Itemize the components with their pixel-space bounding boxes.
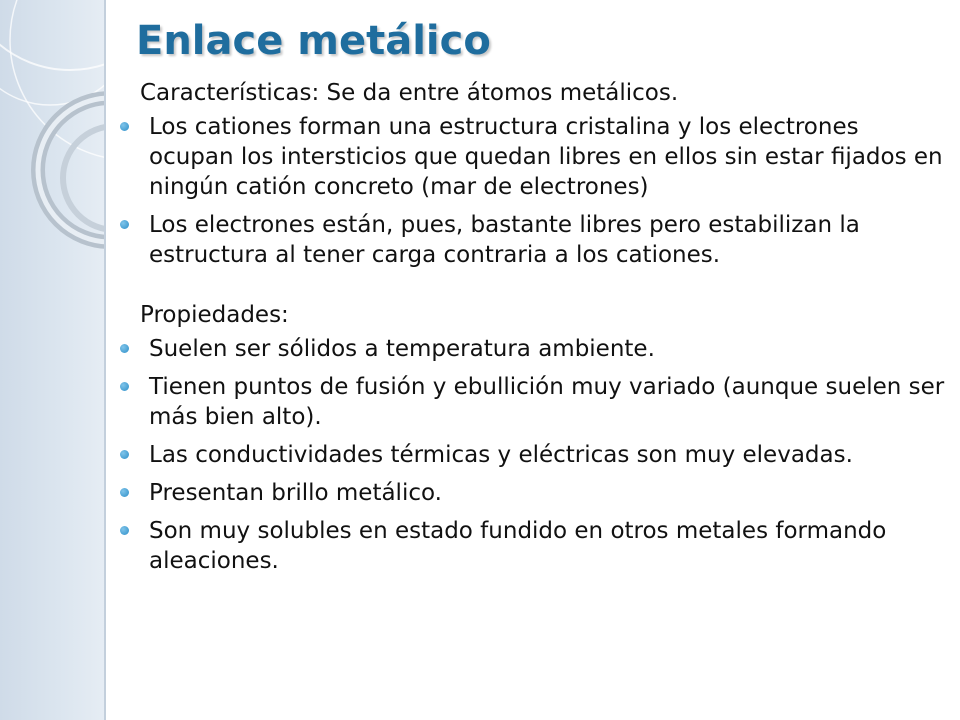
slide-title: Enlace metálico xyxy=(136,18,491,64)
decorative-sidebar xyxy=(0,0,106,720)
bullet-text: Los electrones están, pues, bastante libres pero estabilizan la estructura al tener carga contraria a los cationes. xyxy=(149,212,860,268)
bullet-icon xyxy=(120,450,129,459)
bullet-text: Presentan brillo metálico. xyxy=(149,480,442,506)
slide-body xyxy=(118,78,948,584)
properties-bullet-1 xyxy=(118,334,948,364)
bullet-text: Las conductividades térmicas y eléctricas son muy elevadas. xyxy=(149,442,853,468)
sidebar-divider xyxy=(104,0,106,720)
properties-section xyxy=(118,300,948,576)
decorative-rings-graphic xyxy=(0,0,106,720)
characteristics-bullet-2 xyxy=(118,210,948,270)
properties-bullet-4 xyxy=(118,478,948,508)
bullet-icon xyxy=(120,220,129,229)
bullet-icon xyxy=(120,122,129,131)
bullet-text: Son muy solubles en estado fundido en otros metales formando aleaciones. xyxy=(149,518,887,574)
bullet-icon xyxy=(120,488,129,497)
bullet-text: Suelen ser sólidos a temperatura ambiente. xyxy=(149,336,655,362)
properties-bullet-2 xyxy=(118,372,948,432)
properties-list xyxy=(118,334,948,576)
properties-heading: Propiedades: xyxy=(140,302,289,328)
bullet-icon xyxy=(120,344,129,353)
properties-bullet-5 xyxy=(118,516,948,576)
characteristics-list xyxy=(118,112,948,270)
characteristics-heading: Características: Se da entre átomos metálicos. xyxy=(140,80,679,106)
bullet-text: Los cationes forman una estructura cristalina y los electrones ocupan los intersticios que quedan libres en ellos sin estar fijados en ningún catión concreto (mar de electrones) xyxy=(149,114,943,200)
bullet-icon xyxy=(120,382,129,391)
characteristics-bullet-1 xyxy=(118,112,948,202)
properties-bullet-3 xyxy=(118,440,948,470)
bullet-text: Tienen puntos de fusión y ebullición muy variado (aunque suelen ser más bien alto). xyxy=(149,374,945,430)
bullet-icon xyxy=(120,526,129,535)
